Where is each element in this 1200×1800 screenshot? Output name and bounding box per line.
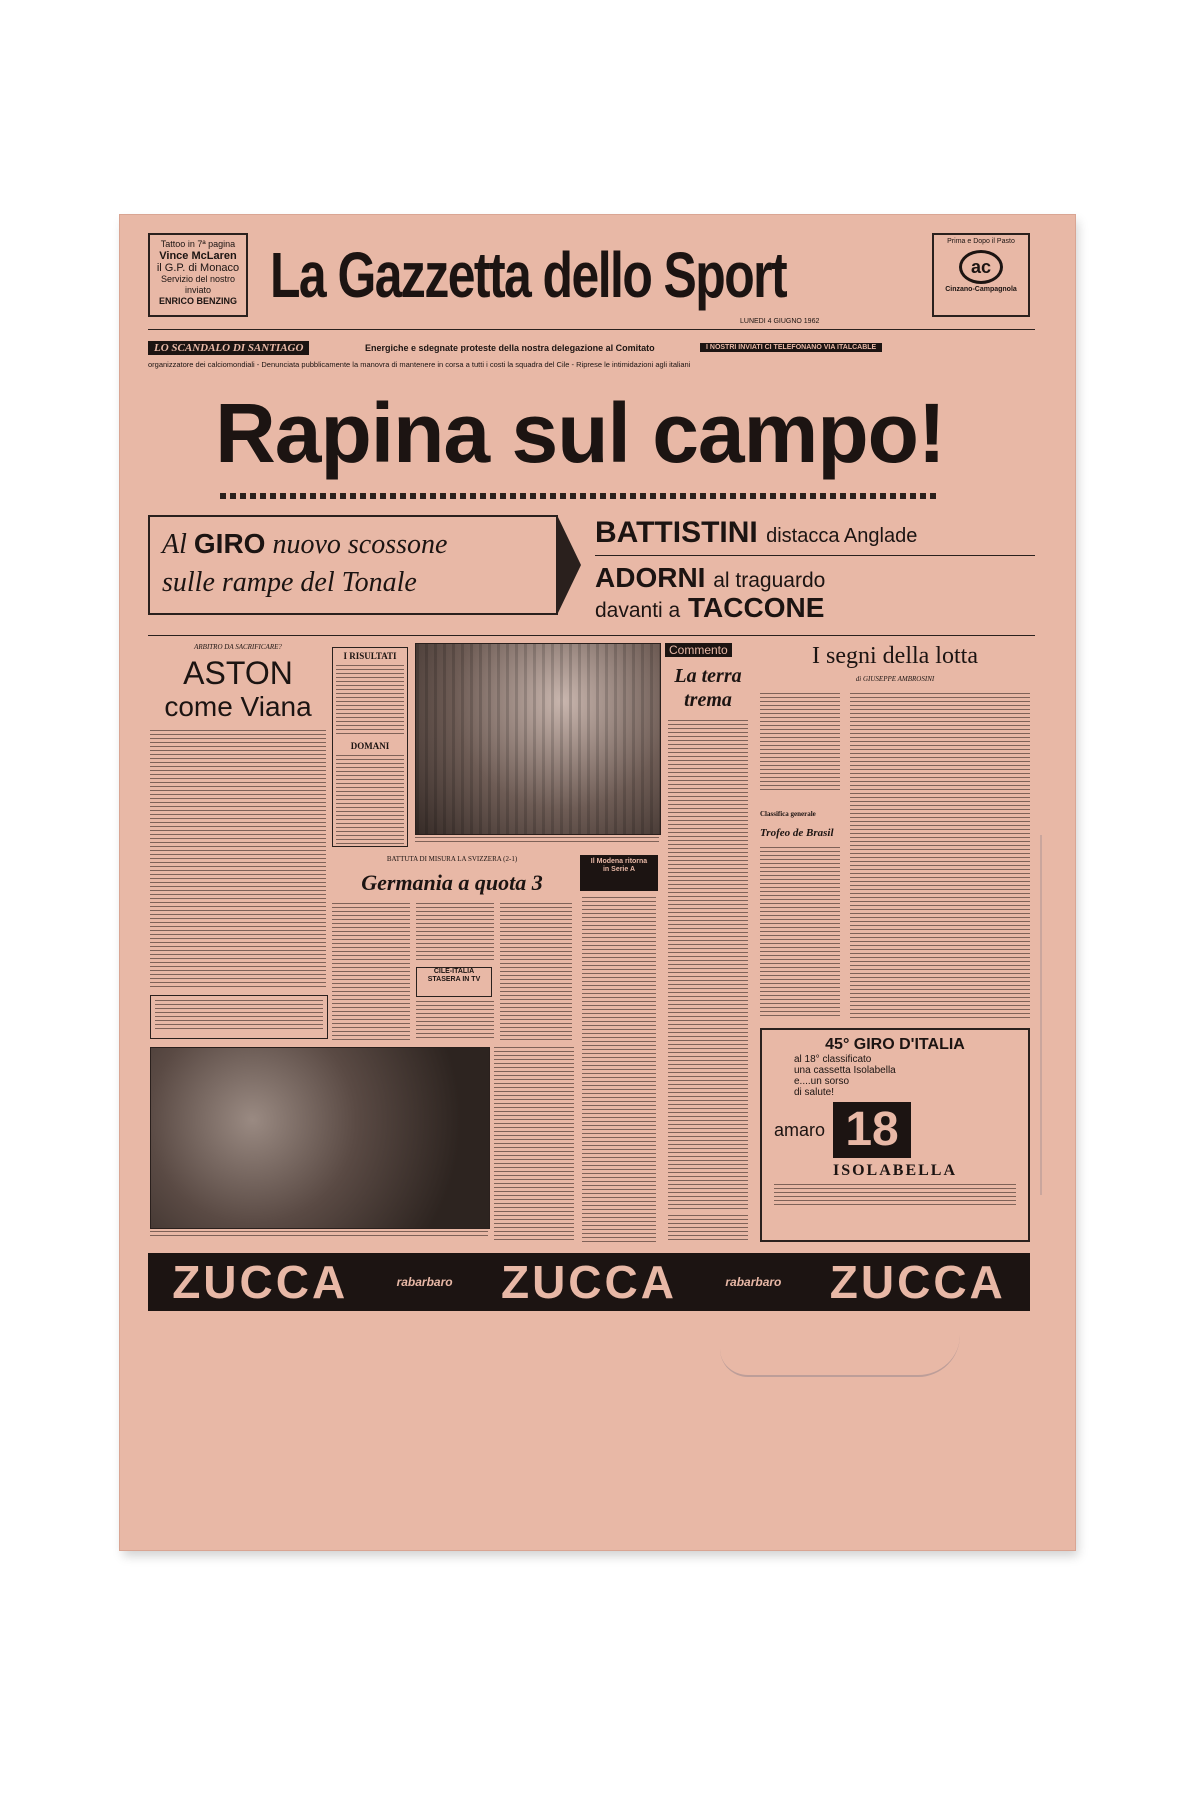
classifica-label: Classifica generale [760,810,816,818]
ear-line-5: ENRICO BENZING [158,296,237,306]
giro-line-1 [162,525,544,564]
comment-text-2 [668,1215,748,1240]
modena-title-1: Il Modena ritorna [590,858,648,865]
telephone-tag: I NOSTRI INVIATI CI TELEFONANO VIA ITALCABLE [700,343,882,352]
amaro-18: 18 [833,1102,911,1158]
zucca-ad [148,1253,1030,1311]
aston-title-2: come Viana [164,691,312,722]
giro-result-1 [595,515,1035,554]
results-title: I RISULTATI [343,651,397,661]
kicker-line-2: organizzatore dei calciomondiali - Denunciata pubblicamente la manovra di mantenere in corsa a tutti i costi la squadra del Cile - Riprese le intimidazioni agli italiani [148,360,691,369]
ear-box-right [932,233,1030,317]
giro-box [148,515,558,615]
tv-box-text: CILE-ITALIA STASERA IN TV [427,968,481,983]
aston-kicker: ARBITRO DA SACRIFICARE? [194,643,282,651]
germania-title: Germania a quota 3 [361,870,543,895]
giro-scossone: nuovo scossone [272,529,448,560]
main-headline: Rapina sul campo! [215,386,945,480]
domani-text [336,755,404,845]
ear-box-left [148,233,248,317]
amaro-word: amaro [774,1119,826,1140]
rabarbaro-1: rabarbaro [396,1275,453,1289]
giro-line-2: sulle rampe del Tonale [162,567,417,598]
ad-giro-line-3: una cassetta Isolabella [794,1065,896,1076]
modena-title-2: in Serie A [602,866,636,873]
ear-line-4: Servizio del nostro inviato [160,274,236,295]
ear-right-bottom: Cinzano-Campagnola [945,286,1017,293]
adorni: ADORNI [595,562,706,593]
ear-line-2: Vince McLaren [159,250,237,262]
zucca-word-1: ZUCCA [172,1256,349,1308]
comment-label: Commento [665,643,732,657]
germania-text-4 [500,903,572,1043]
adorni-rest: al traguardo [713,569,826,592]
amaro-row [774,1102,1016,1158]
segni-byline: di GIUSEPPE AMBROSINI [855,675,935,683]
section-label: LO SCANDALO DI SANTIAGO [148,341,309,355]
giro-al: Al [162,529,187,560]
results-box [332,647,408,847]
ad-giro-line-5: di salute! [794,1087,835,1098]
trofeo-label: Trofeo de Brasil [760,827,834,839]
football-photo [150,1047,490,1229]
giro-result-3 [595,592,1035,627]
newspaper-page [120,215,1075,1550]
segni-text-right [850,693,1030,1018]
section-rule [148,635,1035,636]
germania-text-1 [332,903,410,1043]
comment-title-1: La terra [674,665,742,687]
comment-title-2: trema [684,689,732,711]
modena-text [582,897,656,1242]
kicker-line-1: Energiche e sdegnate proteste della nostra delegazione al Comitato [365,343,655,353]
germania-text-3 [416,1001,494,1041]
taccone-pre: davanti a [595,599,681,622]
taccone: TACCONE [688,592,825,623]
germania-text-2 [416,903,494,963]
pencil-mark-side [1040,835,1042,1195]
photo-caption [415,837,659,845]
ad-giro-line-2: al 18° classificato [794,1054,872,1065]
battistini: BATTISTINI [595,516,758,549]
ac-logo [959,250,1003,284]
masthead: La Gazzetta dello Sport [270,239,787,311]
football-caption [150,1231,488,1239]
ear-line-3: il G.P. di Monaco [156,262,240,274]
battistini-rest: distacca Anglade [766,525,918,547]
ad-giro-line-1: 45° GIRO D'ITALIA [825,1036,965,1053]
ac-logo-text: ac [970,256,992,277]
cycling-photo [415,643,661,835]
headline-underline [220,493,940,499]
comment-text [668,720,748,1210]
segni-title: I segni della lotta [812,643,978,669]
football-text [494,1047,574,1242]
ear-right-top: Prima e Dopo il Pasto [947,238,1015,245]
ear-line-1: Tattoo in 7ª pagina [160,239,236,249]
tv-box [416,967,492,997]
isolabella-brand: ISOLABELLA [832,1162,958,1179]
segni-text-left [760,693,840,793]
giro-arrow [557,515,581,615]
zucca-word-3: ZUCCA [829,1256,1006,1308]
aston-title-1: ASTON [183,655,293,691]
small-box-text [155,1000,323,1032]
small-box-left [150,995,328,1039]
classifica-table [760,847,840,1017]
rabarbaro-2: rabarbaro [725,1275,782,1289]
germania-kicker: BATTUTA DI MISURA LA SVIZZERA (2-1) [386,855,518,863]
isolabella-ad [760,1028,1030,1242]
aston-article-text [150,730,326,990]
giro-rule [595,555,1035,556]
masthead-rule [148,329,1035,330]
ad-small-print [774,1184,1016,1208]
giro-word: GIRO [193,528,266,559]
results-text [336,665,404,735]
pencil-scribble [720,1335,960,1377]
results-domani: DOMANI [350,741,390,751]
issue-date: LUNEDI 4 GIUGNO 1962 [740,318,820,325]
ad-giro-line-4: e....un sorso [794,1076,850,1087]
modena-box [580,855,658,891]
zucca-word-2: ZUCCA [500,1256,677,1308]
